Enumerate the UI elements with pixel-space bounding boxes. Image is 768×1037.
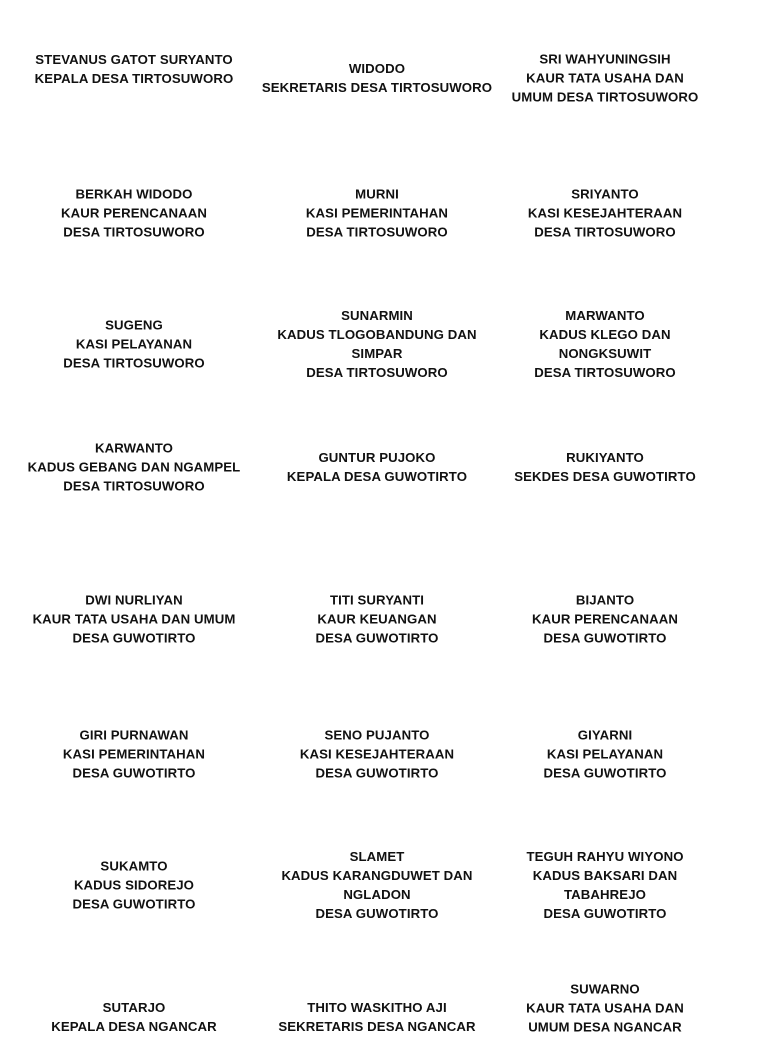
label-line: KADUS SIDOREJO xyxy=(73,877,195,893)
label-line: SEKDES DESA GUWOTIRTO xyxy=(514,469,696,484)
name-label xyxy=(257,448,497,486)
label-line: DESA GUWOTIRTO xyxy=(72,630,196,646)
label-line: KAUR TATA USAHA DAN xyxy=(526,70,684,86)
label-line: KEPALA DESA TIRTOSUWORO xyxy=(34,71,234,86)
label-line: STEVANUS GATOT SURYANTO xyxy=(35,52,233,67)
label-line: TABAHREJO xyxy=(564,887,646,902)
label-line: WIDODO xyxy=(348,61,406,76)
label-line: RUKIYANTO xyxy=(566,450,644,465)
label-line: DESA GUWOTIRTO xyxy=(315,630,439,646)
name-label xyxy=(257,726,497,783)
name-label xyxy=(485,448,725,486)
label-line: KAUR TATA USAHA DAN UMUM xyxy=(32,611,236,627)
name-label xyxy=(14,726,254,783)
label-line: DESA TIRTOSUWORO xyxy=(63,224,205,240)
name-label xyxy=(14,857,254,914)
name-label xyxy=(485,185,725,242)
label-line: KADUS BAKSARI DAN xyxy=(532,868,678,883)
name-label xyxy=(14,591,254,648)
label-line: THITO WASKITHO AJI xyxy=(307,1000,447,1015)
label-line: KASI PEMERINTAHAN xyxy=(305,205,449,221)
name-label xyxy=(14,439,254,496)
label-line: DESA TIRTOSUWORO xyxy=(534,224,676,240)
label-line: DESA GUWOTIRTO xyxy=(543,765,667,781)
label-line: KASI KESEJAHTERAAN xyxy=(299,746,455,762)
label-line: DESA TIRTOSUWORO xyxy=(306,365,448,380)
name-label xyxy=(485,306,725,382)
label-line: SRI WAHYUNINGSIH xyxy=(539,51,671,67)
label-line: SENO PUJANTO xyxy=(324,727,430,743)
name-label xyxy=(14,316,254,373)
label-line: KASI PELAYANAN xyxy=(75,336,193,352)
name-label xyxy=(14,185,254,242)
name-label xyxy=(485,980,725,1037)
label-line: KARWANTO xyxy=(95,440,173,456)
label-line: SLAMET xyxy=(349,849,405,864)
label-line: KADUS KLEGO DAN xyxy=(539,327,671,342)
name-label xyxy=(257,847,497,923)
label-line: TEGUH RAHYU WIYONO xyxy=(526,849,684,864)
name-label xyxy=(257,306,497,382)
label-line: DESA GUWOTIRTO xyxy=(72,896,196,912)
label-line: SRIYANTO xyxy=(571,186,639,202)
label-line: SUGENG xyxy=(105,317,163,333)
label-line: DESA TIRTOSUWORO xyxy=(306,224,448,240)
label-line: MURNI xyxy=(355,186,399,202)
name-label xyxy=(257,59,497,97)
label-line: KAUR KEUANGAN xyxy=(317,611,437,627)
label-line: DESA GUWOTIRTO xyxy=(315,906,439,921)
label-line: SIMPAR xyxy=(351,346,403,361)
label-line: SUKAMTO xyxy=(100,858,168,874)
label-line: BIJANTO xyxy=(575,592,635,608)
label-line: KAUR PERENCANAAN xyxy=(532,611,678,627)
label-line: KASI PELAYANAN xyxy=(546,746,664,762)
label-line: DESA TIRTOSUWORO xyxy=(63,478,205,494)
label-line: TITI SURYANTI xyxy=(329,592,425,608)
name-label xyxy=(257,998,497,1036)
label-line: NGLADON xyxy=(343,887,411,902)
name-label xyxy=(485,591,725,648)
label-line: SEKRETARIS DESA NGANCAR xyxy=(278,1019,476,1034)
label-line: SUWARNO xyxy=(570,981,640,997)
name-label xyxy=(485,50,725,107)
name-label xyxy=(257,185,497,242)
label-line: MARWANTO xyxy=(565,308,645,323)
label-line: SUTARJO xyxy=(102,1000,166,1015)
label-line: SUNARMIN xyxy=(341,308,413,323)
name-label xyxy=(485,726,725,783)
label-line: KAUR TATA USAHA DAN xyxy=(526,1000,684,1016)
label-line: DESA TIRTOSUWORO xyxy=(534,365,676,380)
label-line: KEPALA DESA NGANCAR xyxy=(51,1019,217,1034)
label-line: DESA GUWOTIRTO xyxy=(315,765,439,781)
name-label xyxy=(14,998,254,1036)
label-line: KADUS GEBANG DAN NGAMPEL xyxy=(27,459,241,475)
label-line: KAUR PERENCANAAN xyxy=(61,205,207,221)
label-line: UMUM DESA TIRTOSUWORO xyxy=(511,89,699,105)
label-line: GUNTUR PUJOKO xyxy=(318,450,436,465)
label-line: SEKRETARIS DESA TIRTOSUWORO xyxy=(261,80,493,95)
label-line: UMUM DESA NGANCAR xyxy=(528,1019,682,1035)
label-line: KADUS TLOGOBANDUNG DAN xyxy=(277,327,477,342)
label-line: DWI NURLIYAN xyxy=(85,592,183,608)
label-line: BERKAH WIDODO xyxy=(75,186,193,202)
label-line: KASI KESEJAHTERAAN xyxy=(527,205,683,221)
label-line: DESA TIRTOSUWORO xyxy=(63,355,205,371)
label-line: DESA GUWOTIRTO xyxy=(543,630,667,646)
name-label xyxy=(14,50,254,88)
label-line: DESA GUWOTIRTO xyxy=(72,765,196,781)
name-label xyxy=(257,591,497,648)
name-label xyxy=(485,847,725,923)
label-line: NONGKSUWIT xyxy=(558,346,652,361)
label-line: GIYARNI xyxy=(577,727,633,743)
label-line: KASI PEMERINTAHAN xyxy=(62,746,206,762)
label-line: GIRI PURNAWAN xyxy=(79,727,189,743)
label-line: DESA GUWOTIRTO xyxy=(543,906,667,921)
label-line: KEPALA DESA GUWOTIRTO xyxy=(286,469,468,484)
label-line: KADUS KARANGDUWET DAN xyxy=(281,868,473,883)
